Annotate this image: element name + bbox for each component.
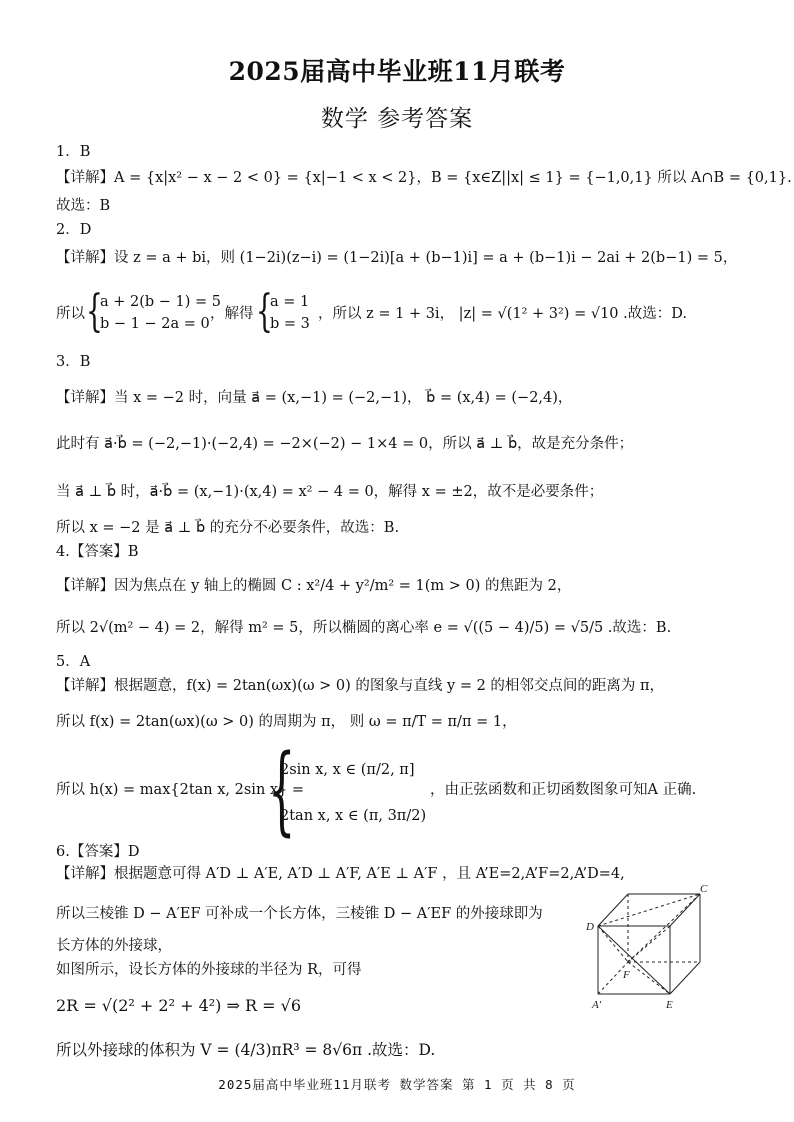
- label-c: C: [700, 883, 708, 895]
- q2-system-1-row-2: b − 1 − 2a = 0: [100, 316, 210, 332]
- q2-mid: ，解得: [210, 306, 254, 322]
- left-brace-icon: {: [86, 286, 103, 337]
- q2-system-1: [86, 286, 222, 337]
- q5-line-2: 所以 f(x) = 2tan(ωx)(ω > 0) 的周期为 π， 则 ω = π/T = π/π = 1，: [56, 714, 517, 730]
- page-subtitle: 数学 参考答案: [320, 106, 474, 132]
- label-a-prime: A′: [592, 999, 602, 1011]
- label-f: F: [623, 969, 630, 981]
- q2-system-1-row-1: a + 2(b − 1) = 5: [100, 294, 222, 310]
- page-footer: 2025届高中毕业班11月联考 数学答案 第 1 页 共 8 页: [218, 1077, 576, 1092]
- q6-line-4: 如图所示，设长方体的外接球的半径为 R，可得: [56, 962, 362, 978]
- q5-tail: ，由正弦函数和正切函数图象可知A 正确.: [430, 782, 697, 798]
- diagonal: [598, 926, 670, 994]
- q6-line-1: 【详解】根据题意可得 A′D ⊥ A′E, A′D ⊥ A′F, A′E ⊥ A′F ，且 A’E=2,A’F=2,A’D=4,: [56, 866, 625, 882]
- q5-case-1: 2sin x, x ∈ (π/2, π]: [280, 762, 415, 778]
- q3-answer: 3．B: [56, 354, 91, 370]
- left-brace-icon: {: [256, 286, 273, 337]
- q5-prefix: 所以 h(x) = max{2tan x, 2sin x} =: [56, 782, 305, 798]
- q5-answer: 5．A: [56, 654, 91, 670]
- q5-line-1: 【详解】根据题意，f(x) = 2tan(ωx)(ω > 0) 的图象与直线 y = 2 的相邻交点间的距离为 π，: [56, 678, 665, 694]
- q3-line-3: 当 a⃗ ⊥ b⃗ 时，a⃗·b⃗ = (x,−1)·(x,4) = x² − 4 = 0，解得 x = ±2，故不是必要条件；: [56, 484, 604, 500]
- q3-line-1: 【详解】当 x = −2 时，向量 a⃗ = (x,−1) = (−2,−1)， b⃗ = (x,4) = (−2,4)，: [56, 390, 573, 406]
- diagonal: [598, 926, 628, 962]
- q4-line-1: 【详解】因为焦点在 y 轴上的椭圆 C : x²/4 + y²/m² = 1(m > 0) 的焦距为 2，: [56, 578, 572, 594]
- diagonal: [628, 894, 700, 962]
- q6-answer: 6.【答案】D: [56, 844, 140, 860]
- q2-detail: 【详解】设 z = a + bi，则 (1−2i)(z−i) = (1−2i)[a + (b−1)i] = a + (b−1)i − 2ai + 2(b−1) = 5，: [56, 250, 738, 266]
- q5-case-2: 2tan x, x ∈ (π, 3π/2): [280, 808, 427, 824]
- q2-system-2-row-2: b = 3: [270, 316, 310, 332]
- edge: [670, 962, 700, 994]
- q6-line-6: 所以外接球的体积为 V = (4/3)πR³ = 8√6π .故选：D.: [56, 1041, 436, 1059]
- q2-prefix: 所以: [56, 306, 85, 322]
- q3-line-2: 此时有 a⃗·b⃗ = (−2,−1)·(−2,4) = −2×(−2) − 1×4 = 0，所以 a⃗ ⊥ b⃗，故是充分条件；: [56, 436, 634, 452]
- edge: [598, 894, 628, 926]
- q3-line-4: 所以 x = −2 是 a⃗ ⊥ b⃗ 的充分不必要条件，故选：B.: [56, 520, 400, 536]
- q1-answer: 1．B: [56, 144, 91, 160]
- q1-detail: 【详解】A = {x|x² − x − 2 < 0} = {x|−1 < x < 2}，B = {x∈Z||x| ≤ 1} = {−1,0,1} 所以 A∩B = {0,1}.: [56, 170, 792, 186]
- page-title: 2025届高中毕业班11月联考: [228, 57, 566, 86]
- cuboid-figure: [580, 880, 730, 1020]
- q2-tail: ，所以 z = 1 + 3i， |z| = √(1² + 3²) = √10 .故选：D.: [318, 306, 687, 322]
- q6-line-2: 所以三棱锥 D − A′EF 可补成一个长方体，三棱锥 D − A′EF 的外接球即为: [56, 906, 543, 922]
- q2-answer: 2．D: [56, 222, 92, 238]
- q2-system-2: [256, 286, 316, 337]
- q4-line-2: 所以 2√(m² − 4) = 2，解得 m² = 5，所以椭圆的离心率 e = √((5 − 4)/5) = √5/5 .故选：B.: [56, 620, 672, 636]
- label-d: D: [586, 921, 594, 933]
- q6-line-3: 长方体的外接球，: [56, 938, 172, 954]
- q2-system-2-row-1: a = 1: [270, 294, 310, 310]
- q4-answer: 4.【答案】B: [56, 544, 139, 560]
- label-e: E: [666, 999, 673, 1011]
- left-brace-icon: {: [268, 734, 296, 846]
- q6-line-5: 2R = √(2² + 2² + 4²) ⇒ R = √6: [56, 996, 301, 1015]
- q1-choice: 故选：B: [56, 198, 111, 214]
- diagonal: [628, 962, 670, 994]
